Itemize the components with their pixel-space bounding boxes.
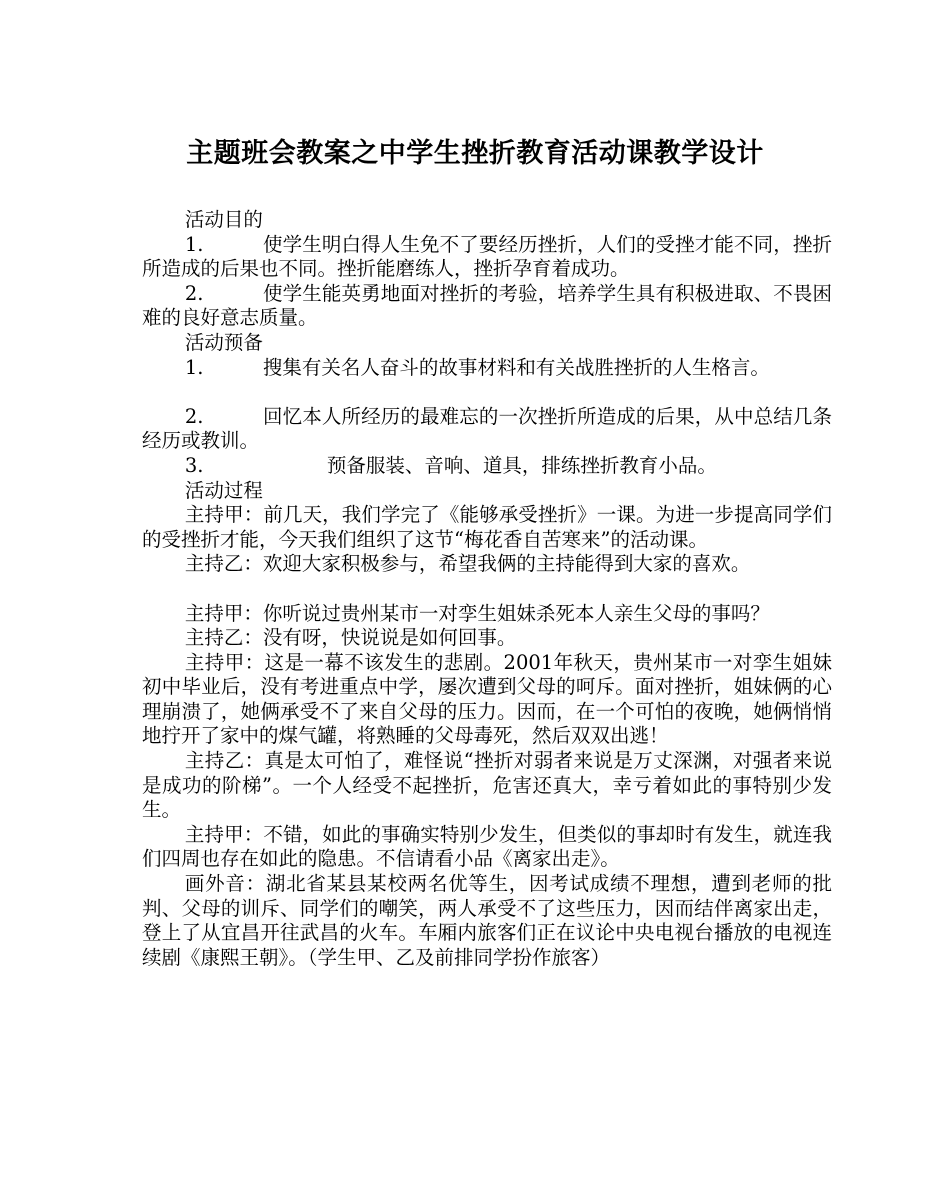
prep-item-1 <box>142 356 832 381</box>
prep-item-3-text: 预备服装、音响、道具，排练挫折教育小品。 <box>326 453 717 477</box>
prep-item-1-text: 搜集有关名人奋斗的故事材料和有关战胜挫折的人生格言。 <box>262 355 770 379</box>
paragraph-6: 主持乙：真是太可怕了，难怪说“挫折对弱者来说是万丈深渊，对强者来说是成功的阶梯”。一个人经受不起挫折，危害还真大，幸亏着如此的事特别少发生。 <box>142 749 832 822</box>
prep-item-2 <box>142 405 832 454</box>
prep-item-3 <box>142 454 832 479</box>
goal-item-2 <box>142 282 832 331</box>
paragraph-1: 主持甲：前几天，我们学完了《能够承受挫折》一课。为进一步提高同学们的受挫折才能，今天我们组织了这节“梅花香自苦寒来”的活动课。 <box>142 503 832 551</box>
prep-item-2-text: 回忆本人所经历的最难忘的一次挫折所造成的后果，从中总结几条经历或教训。 <box>142 404 832 453</box>
document-title: 主题班会教案之中学生挫折教育活动课教学设计 <box>186 138 764 169</box>
goal-heading: 活动目的 <box>184 208 263 231</box>
prep-item-1-number: 1. <box>184 355 204 379</box>
goal-item-1-text: 使学生明白得人生免不了要经历挫折，人们的受挫才能不同，挫折所造成的后果也不同。挫折能磨练人，挫折孕育着成功。 <box>142 232 832 281</box>
prep-item-2-number: 2. <box>184 404 204 428</box>
prep-heading: 活动预备 <box>184 330 263 354</box>
goal-item-2-text: 使学生能英勇地面对挫折的考验，培养学生具有积极进取、不畏困难的良好意志质量。 <box>142 281 832 330</box>
paragraph-2: 主持乙：欢迎大家积极参与，希望我俩的主持能得到大家的喜欢。 <box>184 552 751 576</box>
paragraph-4: 主持乙：没有呀，快说说是如何回事。 <box>184 626 517 650</box>
paragraph-7: 主持甲：不错，如此的事确实特别少发生，但类似的事却时有发生，就连我们四周也存在如此的隐患。不信请看小品《离家出走》。 <box>142 822 832 871</box>
goal-item-1-number: 1. <box>184 232 204 256</box>
paragraph-5: 主持甲：这是一幕不该发生的悲剧。2001年秋天，贵州某市一对孪生姐妹初中毕业后，没有考进重点中学，屡次遭到父母的呵斥。面对挫折，姐妹俩的心理崩溃了，她俩承受不了来自父母的压力。因而，在一个可怕的夜晚，她俩悄悄地拧开了家中的煤气罐，将熟睡的父母毒死，然后双双出逃！ <box>142 650 832 748</box>
goal-item-2-number: 2. <box>184 281 204 305</box>
paragraph-8: 画外音：湖北省某县某校两名优等生，因考试成绩不理想，遭到老师的批判、父母的训斥、同学们的嘲笑，两人承受不了这些压力，因而结伴离家出走，登上了从宜昌开往武昌的火车。车厢内旅客们正在议论中央电视台播放的电视连续剧《康熙王朝》。（学生甲、乙及前排同学扮作旅客） <box>142 872 832 969</box>
spacer <box>142 577 832 602</box>
prep-item-3-number: 3. <box>184 453 204 477</box>
document-body <box>142 208 832 970</box>
goal-item-1 <box>142 233 832 282</box>
process-heading: 活动过程 <box>184 478 263 502</box>
spacer <box>142 380 832 405</box>
paragraph-3: 主持甲：你听说过贵州某市一对孪生姐妹杀死本人亲生父母的事吗？ <box>184 601 770 625</box>
